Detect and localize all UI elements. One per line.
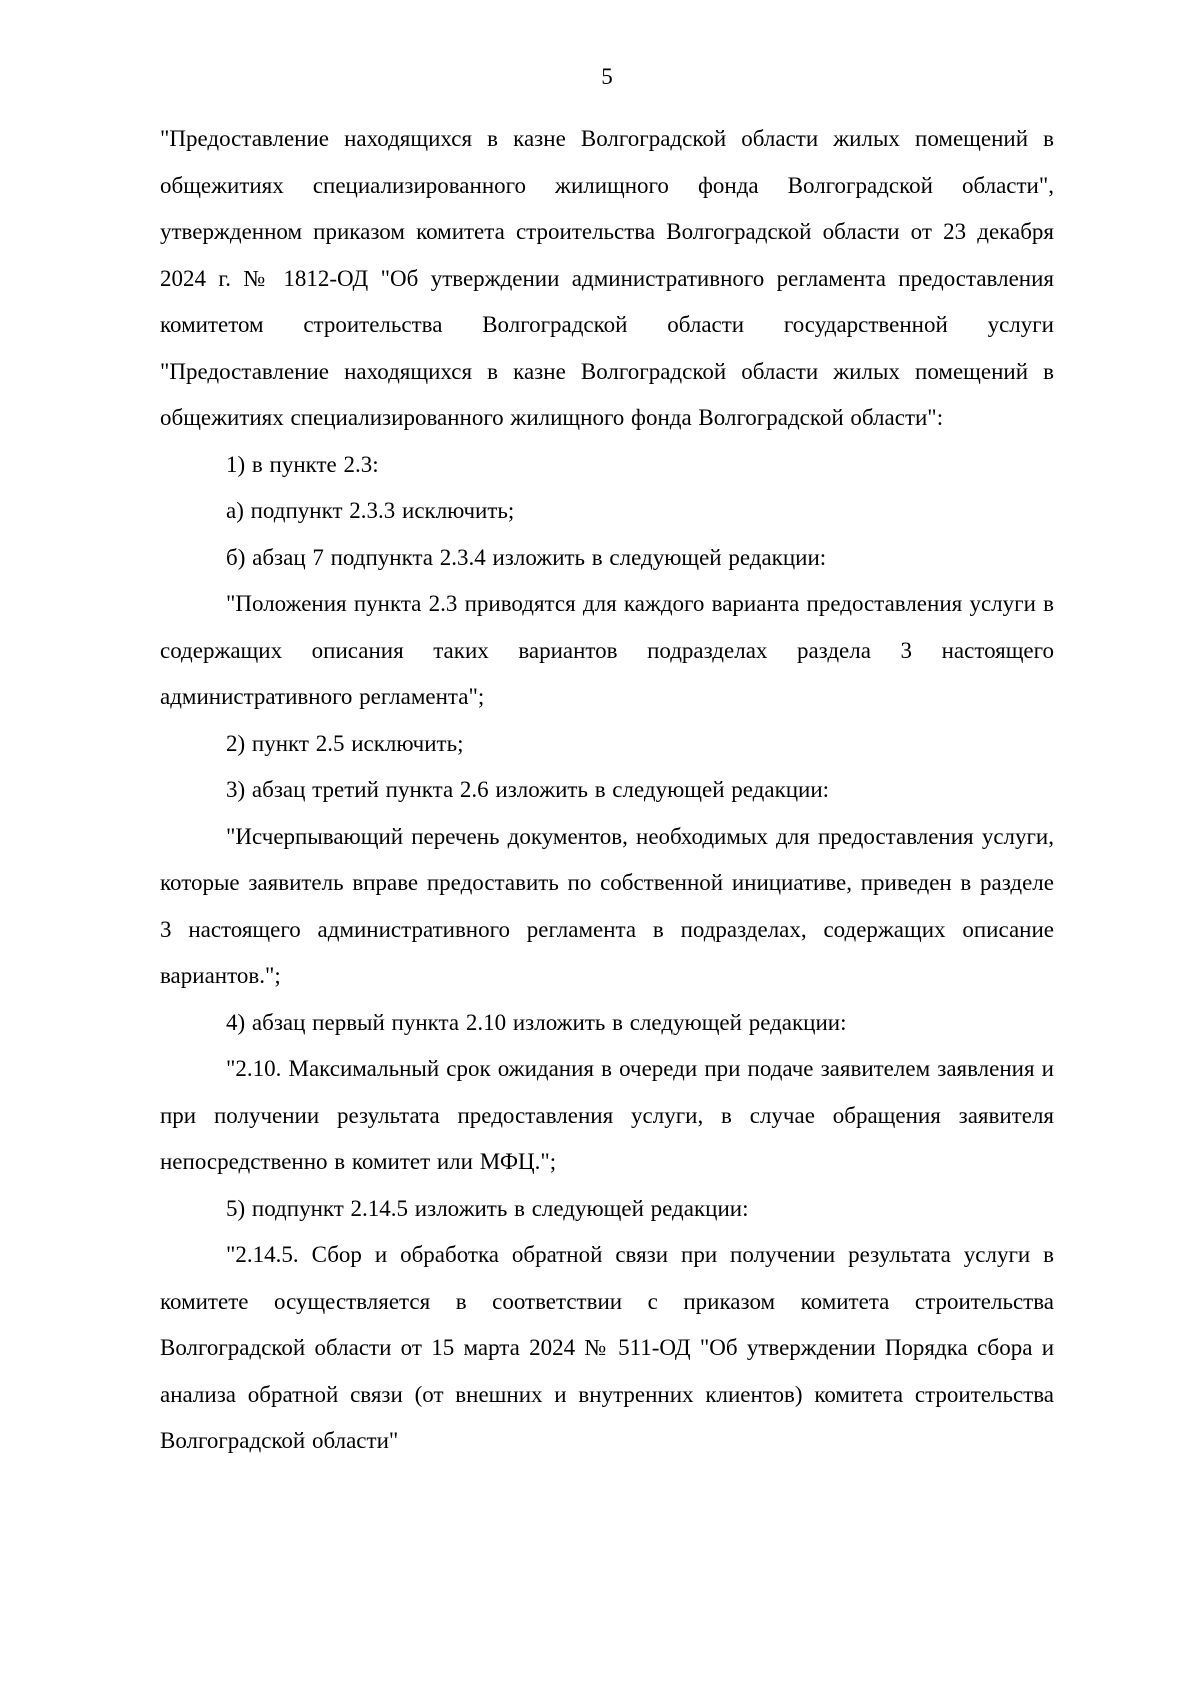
- paragraph-item-1: 1) в пункте 2.3:: [226, 451, 379, 477]
- paragraph-item-5: 5) подпункт 2.14.5 изложить в следующей редакции:: [226, 1195, 749, 1221]
- paragraph-quote-2-3: "Положения пункта 2.3 приводятся для каждого варианта предоставления услуги в содержащих описания таких вариантов подразделах раздела 3 настоящего административного регламента";: [160, 591, 1054, 709]
- paragraph-item-1a: а) подпункт 2.3.3 исключить;: [226, 498, 515, 523]
- paragraph-item-3: 3) абзац третий пункта 2.6 изложить в следующей редакции:: [226, 777, 830, 802]
- paragraph-quote-2-6: "Исчерпывающий перечень документов, необходимых для предоставления услуги, которые заявитель вправе предоставить по собственной инициативе, приведен в разделе 3 настоящего административного регламента в подразделах, содержащих описание вариантов.";: [160, 823, 1054, 988]
- paragraph-quote-2-14-5: "2.14.5. Сбор и обработка обратной связи при получении результата услуги в комитете осуществляется в соответствии с приказом комитета строительства Волгоградской области от 15 марта 2024 № 511-ОД "Об утверждении Порядка сбора и анализа обратной связи (от внешних и внутренних клиентов) комитета строительства Волгоградской области": [160, 1242, 1054, 1453]
- paragraph-item-4: 4) абзац первый пункта 2.10 изложить в следующей редакции:: [226, 1009, 847, 1035]
- page-number: 5: [601, 64, 613, 89]
- paragraph-quote-2-10: "2.10. Максимальный срок ожидания в очереди при подаче заявителем заявления и при получении результата предоставления услуги, в случае обращения заявителя непосредственно в комитет или МФЦ.";: [160, 1056, 1054, 1174]
- paragraph-item-2: 2) пункт 2.5 исключить;: [226, 730, 464, 756]
- paragraph-intro: "Предоставление находящихся в казне Волгоградской области жилых помещений в общежитиях специализированного жилищного фонда Волгоградской области", утвержденном приказом комитета строительства Волгоградской области от 23 декабря 2024 г. № 1812-ОД "Об утверждении административного регламента предоставления комитетом строительства Волгоградской области государственной услуги "Предоставление находящихся в казне Волгоградской области жилых помещений в общежитиях специализированного жилищного фонда Волгоградской области":: [160, 126, 1054, 430]
- document-body: [160, 116, 1054, 1465]
- paragraph-item-1b: б) абзац 7 подпункта 2.3.4 изложить в следующей редакции:: [226, 544, 827, 570]
